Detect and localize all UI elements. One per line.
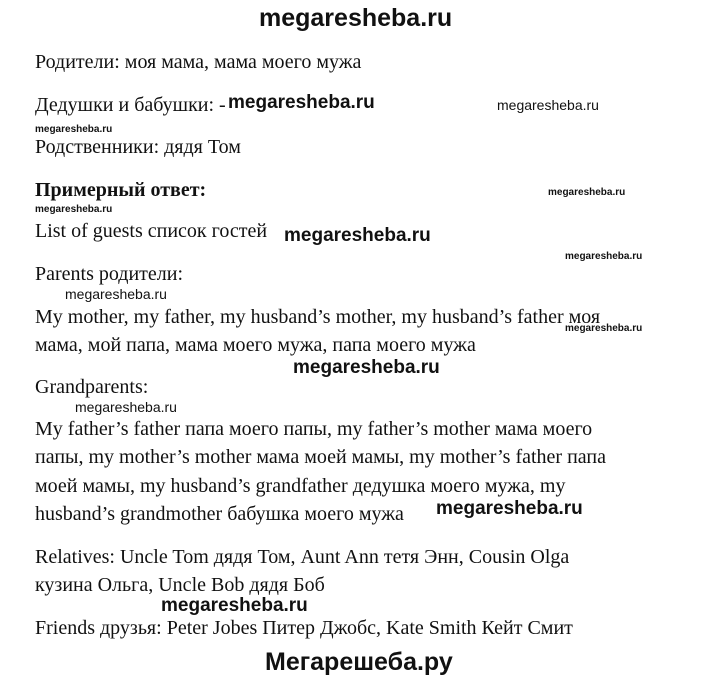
- text-line-parents-ru: Родители: моя мама, мама моего мужа: [35, 51, 362, 73]
- watermark: megaresheba.ru: [284, 225, 431, 246]
- answer-heading: Примерный ответ:: [35, 179, 207, 201]
- text-line-grandparents-list-2: папы, my mother’s mother мама моей мамы, my mother’s father папа: [35, 446, 606, 468]
- watermark: megaresheba.ru: [35, 124, 113, 135]
- text-line-grandparents-list-3: моей мамы, my husband’s grandfather дедушка моего мужа, my: [35, 475, 566, 497]
- watermark: megaresheba.ru: [497, 97, 599, 113]
- text-line-parents-list-1: My mother, my father, my husband’s mother, my husband’s father моя: [35, 306, 601, 328]
- watermark: megaresheba.ru: [565, 323, 643, 334]
- text-line-grandparents: Grandparents:: [35, 376, 149, 398]
- site-footer-brand: Мегарешеба.ру: [265, 648, 453, 676]
- text-line-guests: List of guests список гостей: [35, 220, 268, 242]
- text-line-relatives-ru: Родственники: дядя Том: [35, 136, 241, 158]
- watermark: megaresheba.ru: [548, 187, 626, 198]
- watermark: megaresheba.ru: [293, 357, 440, 378]
- text-line-parents: Parents родители:: [35, 263, 184, 285]
- text-line-grandparents-ru: Дедушки и бабушки: -: [35, 94, 226, 116]
- watermark: megaresheba.ru: [65, 286, 167, 302]
- text-line-friends: Friends друзья: Peter Jobes Питер Джобс, Kate Smith Кейт Смит: [35, 617, 573, 639]
- watermark: megaresheba.ru: [161, 595, 308, 616]
- text-line-grandparents-list-1: My father’s father папа моего папы, my father’s mother мама моего: [35, 418, 593, 440]
- text-line-relatives-2: кузина Ольга, Uncle Bob дядя Боб: [35, 574, 325, 596]
- text-line-relatives-1: Relatives: Uncle Tom дядя Том, Aunt Ann тетя Энн, Cousin Olga: [35, 546, 570, 568]
- watermark: megaresheba.ru: [75, 399, 177, 415]
- watermark: megaresheba.ru: [228, 92, 375, 113]
- text-line-grandparents-list-4: husband’s grandmother бабушка моего мужа: [35, 503, 404, 525]
- text-line-parents-list-2: мама, мой папа, мама моего мужа, папа моего мужа: [35, 334, 476, 356]
- watermark: megaresheba.ru: [565, 251, 643, 262]
- watermark: megaresheba.ru: [35, 204, 113, 215]
- site-header: megaresheba.ru: [259, 4, 453, 32]
- watermark: megaresheba.ru: [436, 498, 583, 519]
